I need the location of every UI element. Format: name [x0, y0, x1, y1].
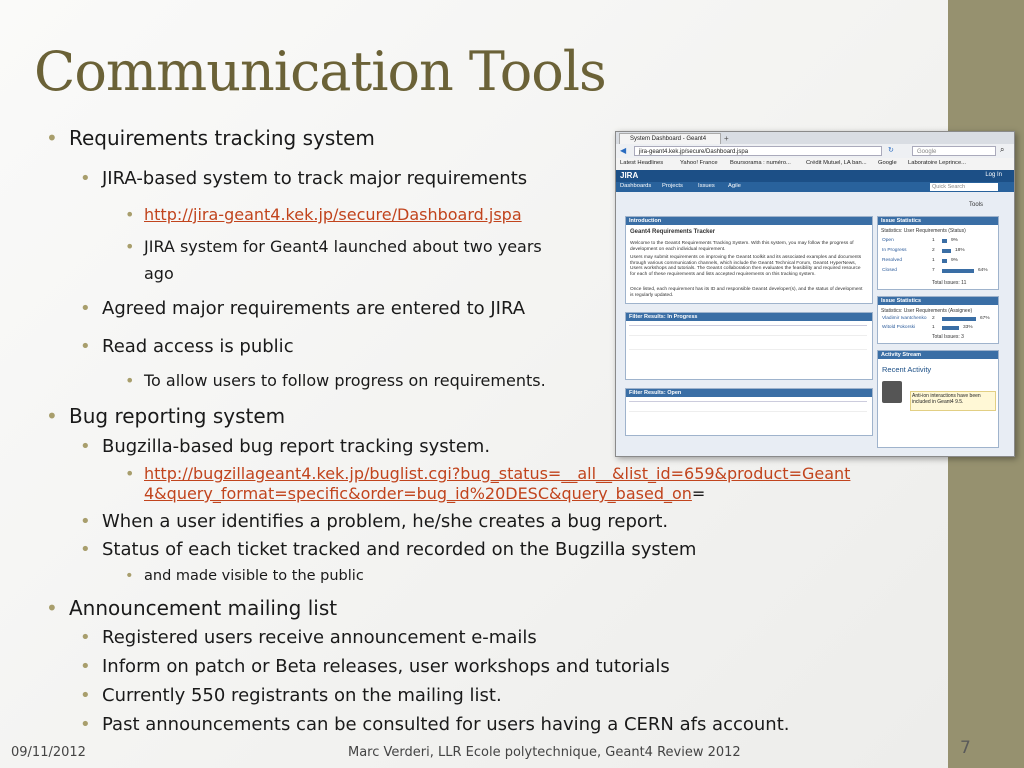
- bullet-level3: • To allow users to follow progress on requirements.: [125, 371, 546, 390]
- stat-label[interactable]: Resolved: [882, 258, 902, 263]
- stat-percent: 18%: [955, 248, 965, 253]
- url-bar[interactable]: jira-geant4.kek.jp/secure/Dashboard.jspa: [634, 146, 882, 156]
- stats-title: Statistics: User Requirements (Assignee): [881, 308, 973, 314]
- bullet-level3: • http://jira-geant4.kek.jp/secure/Dashboard.jspa: [125, 205, 522, 224]
- stat-percent: 33%: [963, 325, 973, 330]
- bullet-level3: • JIRA system for Geant4 launched about two years: [125, 237, 542, 256]
- stat-label[interactable]: Vladimir Ivantchenko: [882, 316, 927, 321]
- jira-logo[interactable]: JIRA: [620, 171, 639, 180]
- stat-bar: [942, 249, 951, 253]
- stat-count: 1: [932, 325, 935, 330]
- bullet-level2: • Currently 550 registrants on the mailing list.: [80, 685, 502, 706]
- recent-activity-title: Recent Activity: [882, 365, 932, 374]
- activity-stream-panel: [877, 350, 999, 448]
- stat-bar: [942, 326, 959, 330]
- bullet-level3: • and made visible to the public: [125, 568, 364, 584]
- stat-label[interactable]: Closed: [882, 268, 897, 273]
- stat-label[interactable]: Open: [882, 238, 894, 243]
- footer-date: 09/11/2012: [11, 745, 86, 760]
- jira-screenshot: [615, 131, 1015, 457]
- panel-header: Filter Results: Open: [626, 389, 872, 397]
- reload-icon[interactable]: ↻: [888, 147, 894, 154]
- bullet-level2: • Bugzilla-based bug report tracking system.: [80, 436, 491, 457]
- stat-percent: 67%: [980, 316, 990, 321]
- bullet-level1: • Announcement mailing list: [46, 596, 338, 620]
- login-link[interactable]: Log In: [985, 172, 1002, 178]
- stat-bar: [942, 239, 947, 243]
- back-arrow-icon[interactable]: ◀: [620, 146, 627, 155]
- menu-agile[interactable]: Agile: [728, 183, 741, 189]
- activity-note: Anti-ion interactions have been included in Geant4 9.5.: [910, 391, 996, 411]
- stat-percent: 64%: [978, 268, 988, 273]
- bullet-level2: • Agreed major requirements are entered to JIRA: [80, 298, 526, 319]
- bullet-level2: • Registered users receive announcement e-mails: [80, 627, 537, 648]
- intro-text: Users may submit requirements on improving the Geant4 toolkit and its associated examples and documents through various communication channels, which include the Geant4 Technical Forum, Geant4 HyperNews, Users workshops and tutorials. The Geant4 collaboration then evaluates the feasibility and required resource for each of these requirements and lists accepted requirements on this tracking system.: [630, 255, 862, 277]
- jira-menu: [616, 182, 1014, 192]
- bookmark-item[interactable]: Latest Headlines: [620, 160, 664, 166]
- stat-count: 1: [932, 258, 935, 263]
- search-input[interactable]: Google: [912, 146, 996, 156]
- stat-bar: [942, 269, 974, 273]
- menu-projects[interactable]: Projects: [662, 183, 683, 189]
- bullet-level2: • Past announcements can be consulted for users having a CERN afs account.: [80, 714, 790, 735]
- stats-title: Statistics: User Requirements (Status): [881, 228, 966, 234]
- avatar: [882, 381, 902, 403]
- introduction-panel: [625, 216, 873, 304]
- bullet-level2: • When a user identifies a problem, he/she creates a bug report.: [80, 511, 669, 532]
- slide-title: Communication Tools: [34, 40, 606, 103]
- bookmark-item[interactable]: Boursorama : numéro...: [730, 160, 791, 166]
- browser-tabstrip: [616, 132, 1014, 144]
- stat-bar: [942, 259, 947, 263]
- menu-issues[interactable]: Issues: [698, 183, 715, 189]
- bugzilla-link[interactable]: http://bugzillageant4.kek.jp/buglist.cgi?bug_status=__all__&list_id=659&product=Geant: [144, 464, 851, 483]
- bookmark-item[interactable]: Laboratoire Leprince...: [908, 160, 967, 166]
- stat-count: 2: [932, 316, 935, 321]
- bookmark-item[interactable]: Crédit Mutuel, LA ban...: [806, 160, 867, 166]
- footer-author: Marc Verderi, LLR Ecole polytechnique, Geant4 Review 2012: [348, 745, 741, 760]
- stats-total: Total Issues: 3: [932, 334, 964, 340]
- panel-header: Activity Stream: [878, 351, 998, 359]
- stats-total: Total Issues: 11: [932, 280, 967, 286]
- quick-search-input[interactable]: Quick Search: [930, 183, 998, 191]
- stat-count: 7: [932, 268, 935, 273]
- filter-open-panel: [625, 388, 873, 436]
- issue-statistics-panel: [877, 216, 999, 290]
- browser-navbar: [616, 144, 1014, 158]
- stat-count: 1: [932, 238, 935, 243]
- intro-title: Geant4 Requirements Tracker: [630, 229, 716, 235]
- intro-text: Welcome to the Geant4 Requirements Tracking System. With this system, you may follow the progress of development on each individual requirement.: [630, 241, 854, 252]
- bookmark-item[interactable]: Yahoo! France: [680, 160, 718, 166]
- bullet-level3-continuation: 4&query_format=specific&order=bug_id%20DESC&query_based_on=: [144, 484, 706, 503]
- stat-percent: 9%: [951, 258, 958, 263]
- panel-header: Issue Statistics: [878, 297, 998, 305]
- jira-dashboard-link[interactable]: http://jira-geant4.kek.jp/secure/Dashboard.jspa: [144, 205, 522, 224]
- search-icon[interactable]: ⌕: [1000, 145, 1005, 154]
- bugzilla-link-continued[interactable]: 4&query_format=specific&order=bug_id%20DESC&query_based_on: [144, 484, 692, 503]
- stat-label[interactable]: In Progress: [882, 248, 907, 253]
- menu-dashboards[interactable]: Dashboards: [620, 183, 652, 189]
- bullet-level3: • http://bugzillageant4.kek.jp/buglist.cgi?bug_status=__all__&list_id=659&product=Geant: [125, 464, 851, 483]
- bullet-level2: • Read access is public: [80, 336, 294, 357]
- new-tab-icon[interactable]: +: [724, 134, 729, 143]
- bullet-level2: • Status of each ticket tracked and recorded on the Bugzilla system: [80, 539, 697, 560]
- panel-header: Introduction: [626, 217, 872, 225]
- panel-header: Filter Results: In Progress: [626, 313, 872, 321]
- stat-count: 2: [932, 248, 935, 253]
- bullet-level3-continuation: ago: [144, 264, 174, 283]
- jira-header: [616, 170, 1014, 182]
- page-number: 7: [960, 738, 971, 758]
- panel-header: Issue Statistics: [878, 217, 998, 225]
- browser-tab[interactable]: System Dashboard - Geant4: [619, 133, 721, 144]
- stat-bar: [942, 317, 976, 321]
- stat-label[interactable]: Witold Pokorski: [882, 325, 916, 330]
- bullet-level1: • Requirements tracking system: [46, 126, 375, 150]
- bookmark-item[interactable]: Google: [878, 160, 897, 166]
- tools-menu[interactable]: Tools: [969, 202, 984, 208]
- stat-percent: 9%: [951, 238, 958, 243]
- bullet-level1: • Bug reporting system: [46, 404, 286, 428]
- assignee-statistics-panel: [877, 296, 999, 344]
- intro-text: Once listed, each requirement has its ID and responsible Geant4 developer(s), and the status of development is regularly updated.: [630, 287, 863, 298]
- jira-content: [616, 192, 1014, 456]
- bullet-level2: • Inform on patch or Beta releases, user workshops and tutorials: [80, 656, 670, 677]
- filter-inprogress-panel: [625, 312, 873, 380]
- bullet-level2: • JIRA-based system to track major requirements: [80, 168, 528, 189]
